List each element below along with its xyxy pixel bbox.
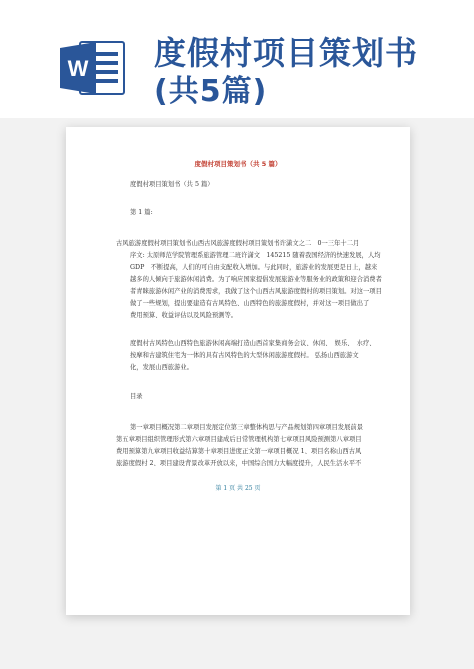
paragraph-line: 旅游度假村 2、项目建设背景改革开放以来，中国综合国力大幅度提升，人民生活水平不 — [116, 460, 362, 467]
document-title: 度假村项目策划书（共 5 篇） — [194, 160, 282, 168]
paragraph-line: 按摩和古建筑住宅为一体的具有古风特色的大型休闲旅游度假村。 弘扬山西旅游文 — [130, 352, 359, 359]
paragraph-line: 第一章项目概况第二章项目发展定位第三章整体构思与产品规划第四章项目发展前景 — [130, 424, 363, 431]
paragraph-line: GDP 不断提高，人们的可自由支配收入增加。与此同时，旅游业的发展更是日上，越来 — [130, 264, 378, 271]
page-number: 第 1 页 共 25 页 — [215, 485, 261, 492]
document-subtitle: 度假村项目策划书（共 5 篇） — [130, 181, 214, 188]
paragraph-line: 者青睐旅游休闲产业的消费需求，我做了这个山西古风旅游度假村的项目策划。对这一项目 — [130, 288, 382, 295]
paragraph-line: 序文: 太原师范学院管理系旅游管理二班许潇文 145215 随着我国经济的快速发展，人均 — [130, 252, 381, 259]
document-page — [66, 127, 410, 615]
paragraph-line: 第五章项目组织管理形式第六章项目建成后日常管理机构第七章项目风险预测第八章项目 — [116, 436, 362, 443]
banner-title-line1: 度假村项目策划书 — [154, 34, 419, 72]
paragraph-line: 费用预算第九章项目收益结算第十章项目进度正文第一章项目概况 1、项目名称山西古风 — [116, 448, 362, 455]
toc-heading: 目录 — [130, 393, 143, 400]
word-icon — [58, 38, 128, 98]
paragraph-line: 化，发展山西旅游业。 — [130, 364, 193, 371]
paragraph-line: 古风旅游度假村项目策划书山西古风旅游度假村项目策划书许潇文之二 0一三年十二月 — [116, 240, 360, 247]
paragraph-line: 做了一些规划，提出要建造有古风特色、山西特色的旅游度假村，并对这一项目做出了 — [130, 300, 370, 307]
banner-title-line2: (共5篇) — [154, 74, 268, 109]
section-heading: 第 1 篇: — [130, 209, 153, 216]
banner — [0, 0, 474, 118]
paragraph-line: 度假村古风特色山西特色旅游休闲高端打造山西首家集商务会议、休闲、 娱乐、 水疗、 — [130, 340, 376, 347]
paragraph-line: 费用预算、收益评估以及风险预测等。 — [130, 312, 238, 319]
logo-letter: W — [67, 56, 89, 81]
paragraph-line: 越多的人倾向于旅游休闲消费。为了响应国家提倡发展旅游业等服务业的政策和迎合消费者 — [130, 276, 382, 283]
